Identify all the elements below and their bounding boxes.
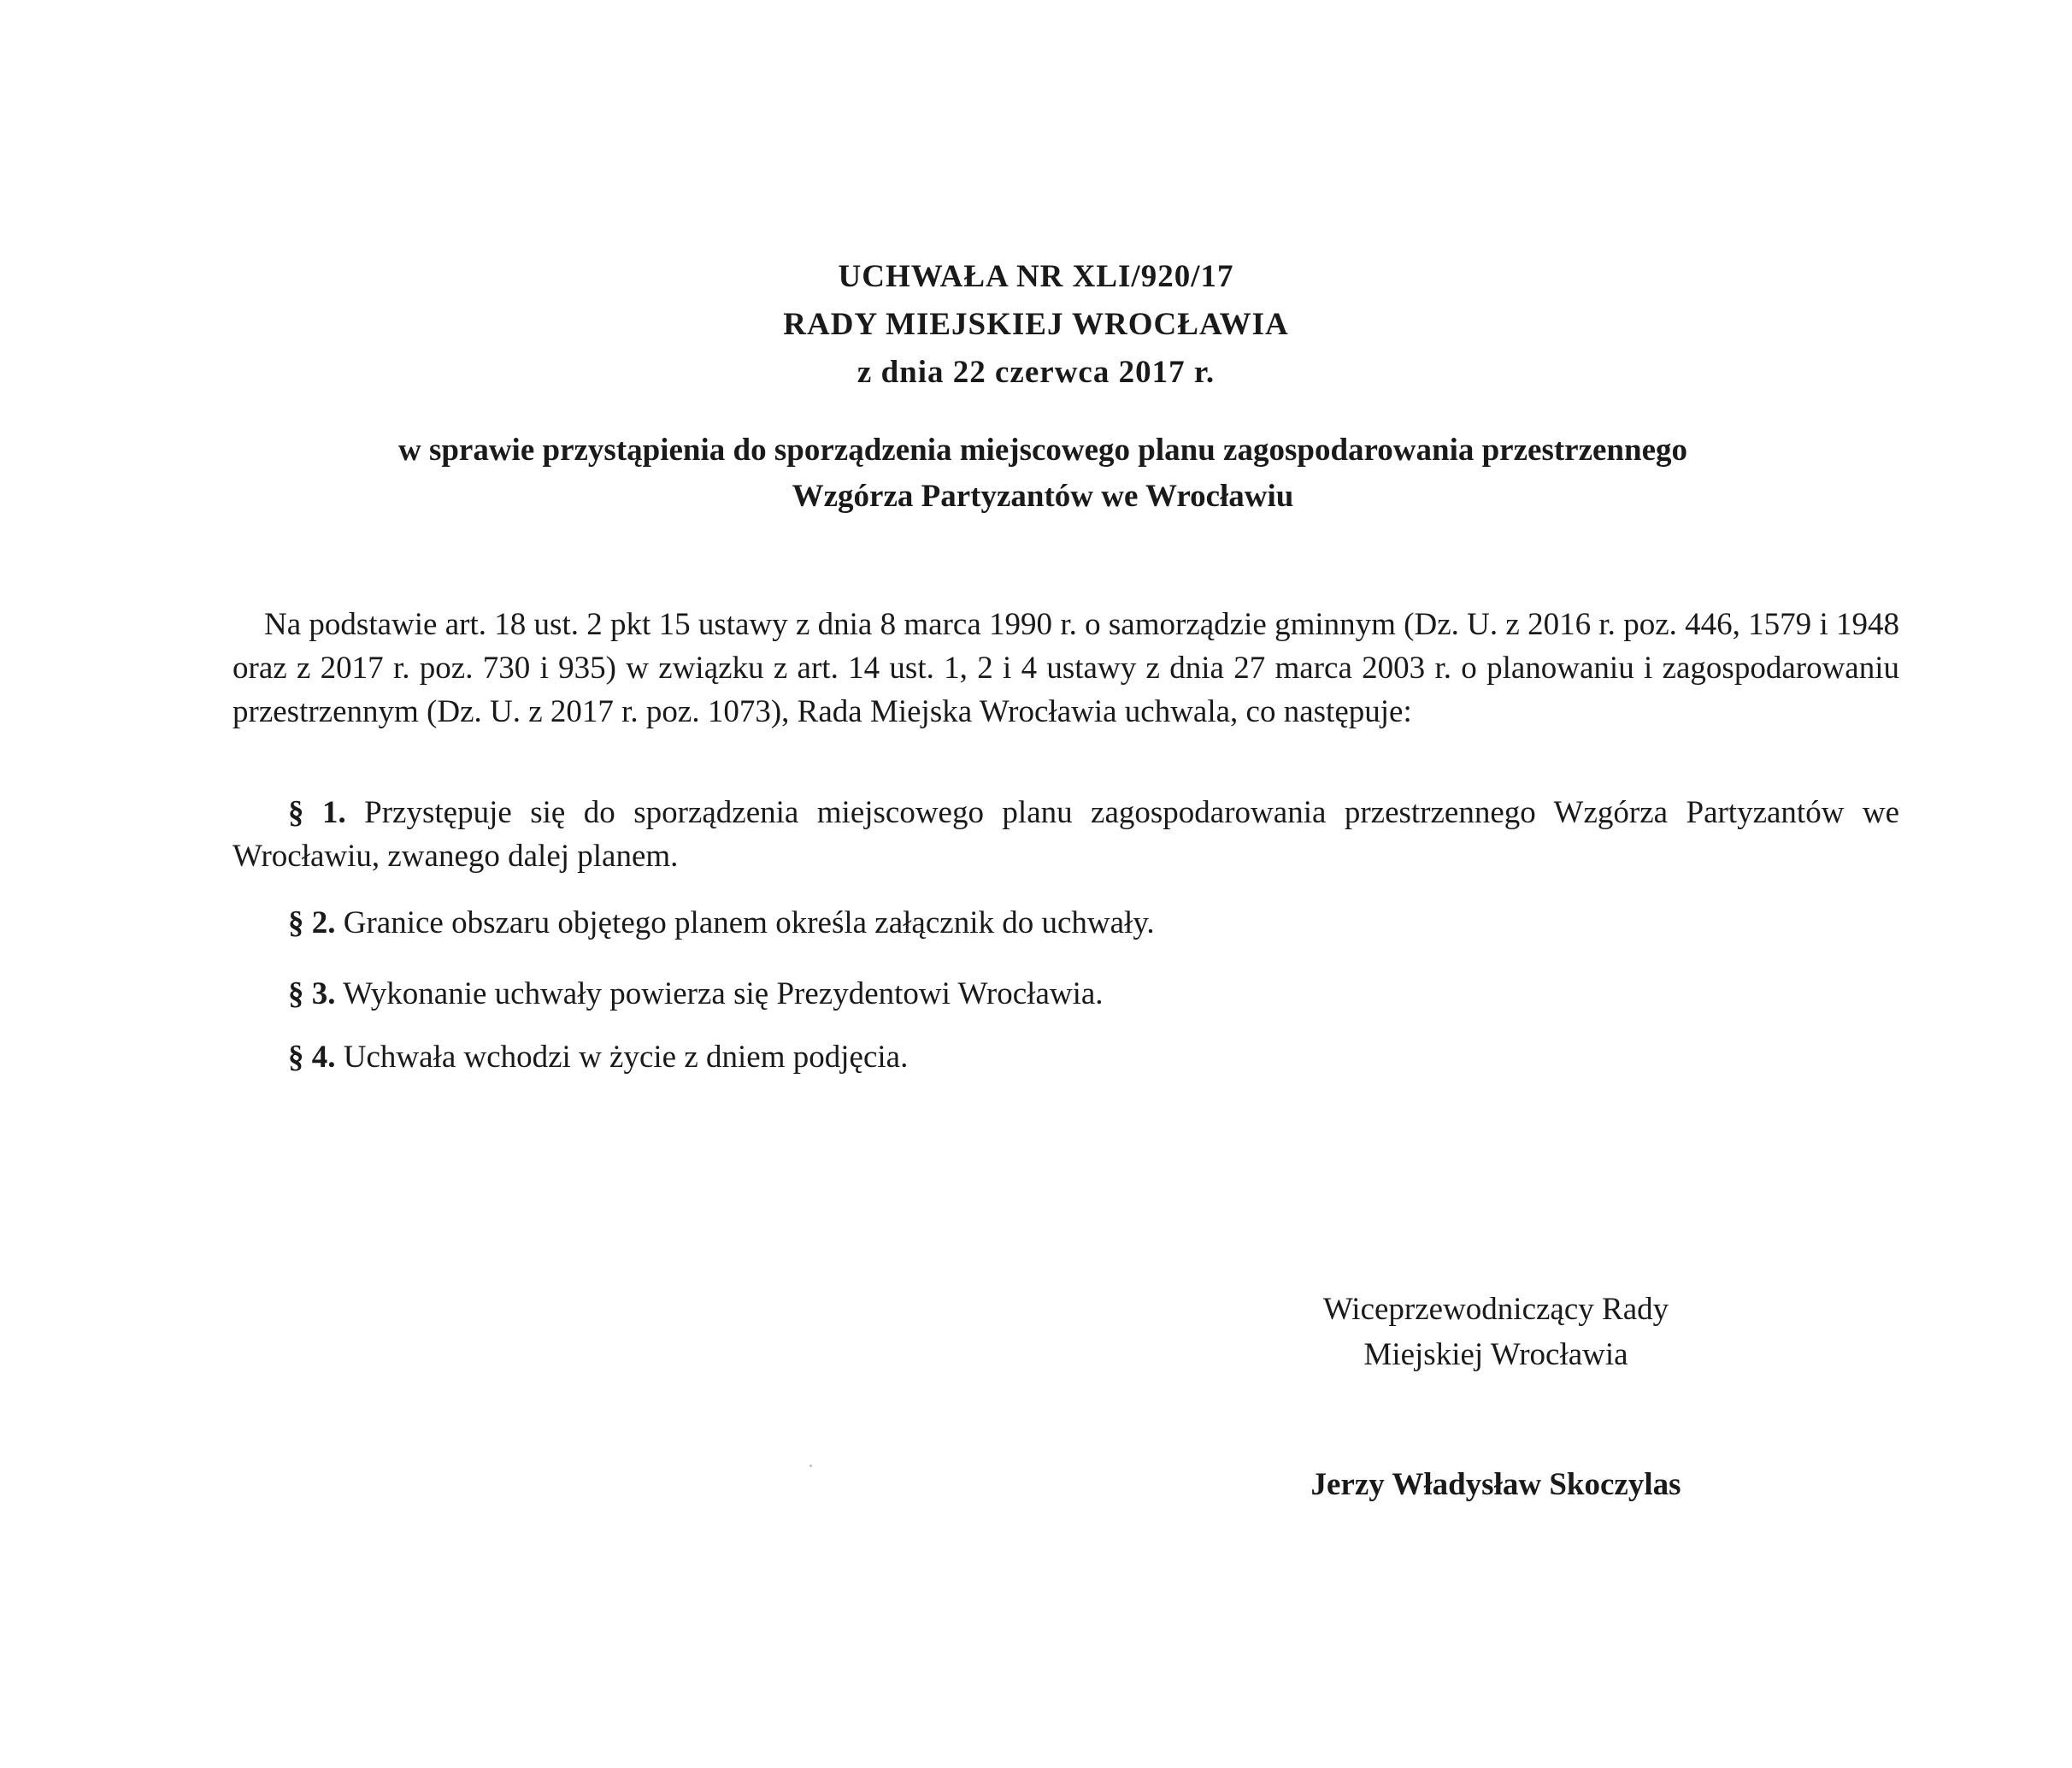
- paragraph-number: § 2.: [288, 905, 336, 940]
- signatory-role-line-1: Wiceprzewodniczący Rady: [1322, 1292, 1669, 1327]
- paragraph-text: Przystępuje się do sporządzenia miejscowego planu zagospodarowania przestrzennego Wzgórza Partyzantów we Wrocławiu, zwanego dalej planem.: [233, 795, 1900, 874]
- scan-speck: [809, 1464, 812, 1467]
- paragraph-3: [288, 972, 1827, 1016]
- paragraph-text: Granice obszaru objętego planem określa załącznik do uchwały.: [343, 905, 1155, 940]
- paragraph-text: Wykonanie uchwały powierza się Prezydentowi Wrocławia.: [343, 976, 1104, 1011]
- subject-line-2: Wzgórza Partyzantów we Wrocławiu: [792, 479, 1294, 514]
- paragraph-2: [288, 901, 1827, 945]
- paragraph-number: § 3.: [288, 976, 336, 1011]
- legal-basis-preamble: Na podstawie art. 18 ust. 2 pkt 15 ustawy z dnia 8 marca 1990 r. o samorządzie gminnym (Dz. U. z 2016 r. poz. 446, 1579 i 1948 oraz z 2017 r. poz. 730 i 935) w związku z art. 14 ust. 1, 2 i 4 ustawy z dnia 27 marca 2003 r. o planowaniu i zagospodarowaniu przestrzennym (Dz. U. z 2017 r. poz. 1073), Rada Miejska Wrocławia uchwala, co następuje:: [233, 607, 1899, 729]
- issuing-body: RADY MIEJSKIEJ WROCŁAWIA: [783, 307, 1289, 342]
- paragraph-1: [233, 791, 1899, 878]
- signatory-role: [1248, 1287, 1744, 1377]
- resolution-date: z dnia 22 czerwca 2017 r.: [856, 355, 1216, 390]
- resolution-number: UCHWAŁA NR XLI/920/17: [838, 259, 1234, 294]
- subject-line-1: w sprawie przystąpienia do sporządzenia miejscowego planu zagospodarowania przestrzennego: [397, 433, 1688, 468]
- resolution-header: [0, 253, 2072, 397]
- paragraph-4: [288, 1035, 1827, 1079]
- paragraph-number: § 1.: [288, 795, 346, 830]
- signatory-name: Jerzy Władysław Skoczylas: [1310, 1467, 1681, 1502]
- signatory-role-line-2: Miejskiej Wrocławia: [1363, 1337, 1628, 1372]
- paragraph-text: Uchwała wchodzi w życie z dniem podjęcia.: [343, 1040, 909, 1075]
- paragraph-number: § 4.: [288, 1040, 336, 1075]
- resolution-subject: [256, 427, 1829, 520]
